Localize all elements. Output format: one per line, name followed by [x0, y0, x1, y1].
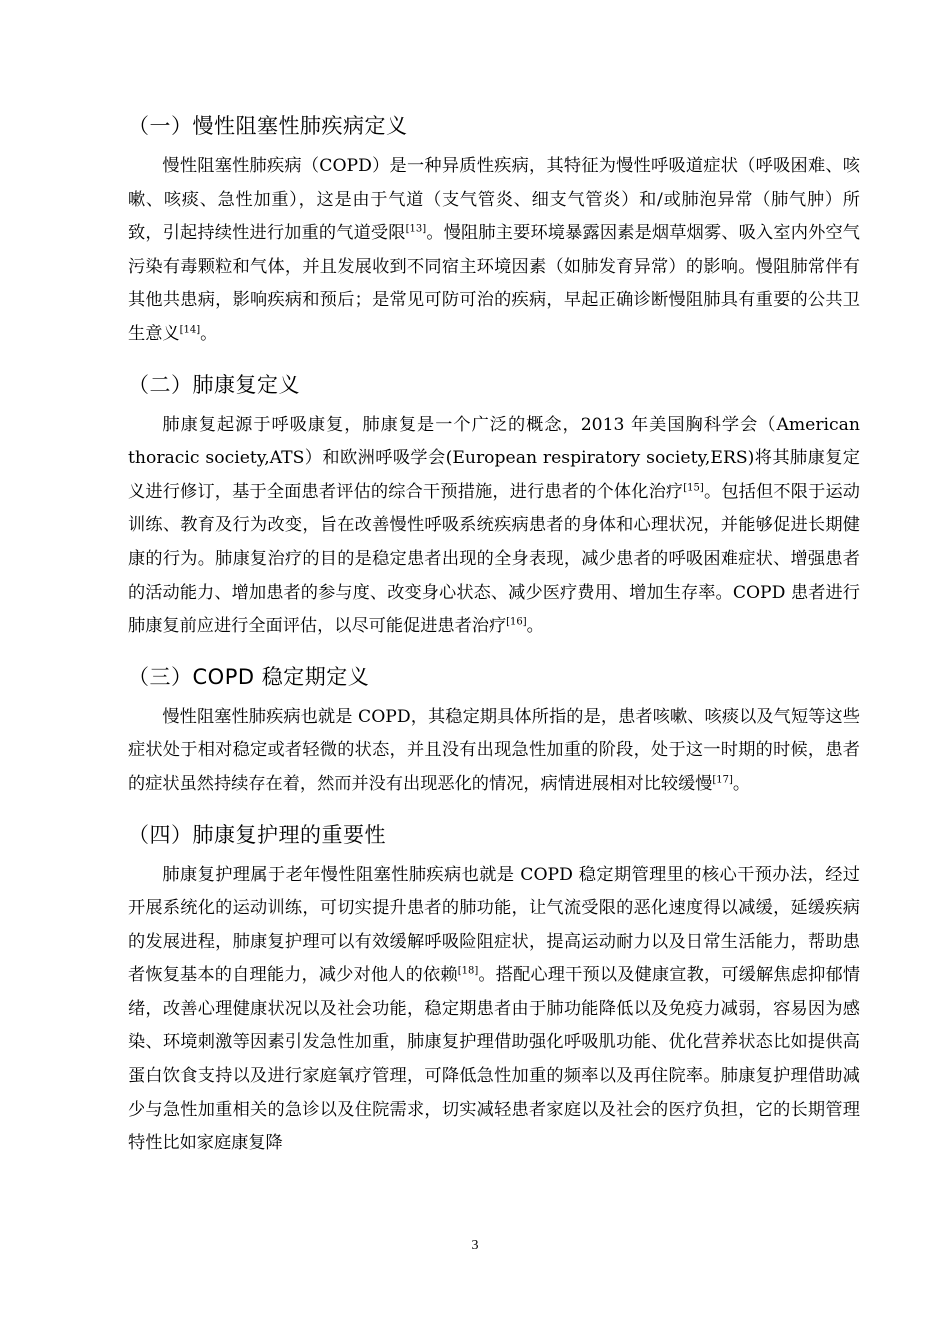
paragraph-text: 慢性阻塞性肺疾病（COPD）是一种异质性疾病，其特征为慢性呼吸道症状（呼吸困难、咳嗽、咳痰、急性加重），这是由于气道（支气管炎、细支气管炎）和/或肺泡异常（肺气肿）所致，引起持续性进行加重的气道受限	[128, 156, 860, 244]
paragraph-text: 。搭配心理干预以及健康宣教，可缓解焦虑抑郁情绪，改善心理健康状况以及社会功能，稳定期患者由于肺功能降低以及免疫力减弱，容易因为感染、环境刺激等因素引发急性加重，肺康复护理借助强化呼吸肌功能、优化营养状态比如提供高蛋白饮食支持以及进行家庭氧疗管理，可降低急性加重的频率以及再住院率。肺康复护理借助减少与急性加重相关的急诊以及住院需求，切实减轻患者家庭以及社会的医疗负担，它的长期管理特性比如家庭康复降	[128, 965, 860, 1154]
section-heading: （四）肺康复护理的重要性	[128, 822, 386, 847]
paragraph-text: 。包括但不限于运动训练、教育及行为改变，旨在改善慢性呼吸系统疾病患者的身体和心理状况，并能够促进长期健康的行为。肺康复治疗的目的是稳定患者出现的全身表现，减少患者的呼吸困难症状、增强患者的活动能力、增加患者的参与度、改变身心状态、减少医疗费用、增加生存率。COPD 患者进行肺康复前应进行全面评估，以尽可能促进患者治疗	[128, 481, 860, 637]
paragraph-text: 。	[732, 773, 751, 794]
citation-ref: [16]	[506, 616, 527, 628]
paragraph-text: 。慢阻肺主要环境暴露因素是烟草烟雾、吸入室内外空气污染有毒颗粒和气体，并且发展收到不同宿主环境因素（如肺发育异常）的影响。慢阻肺常伴有其他共患病，影响疾病和预后；是常见可防可治的疾病，早起正确诊断慢阻肺具有重要的公共卫生意义	[128, 223, 860, 344]
section-heading: （三）COPD 稳定期定义	[128, 664, 370, 689]
citation-ref: [18]	[457, 965, 479, 977]
paragraph-text: 。	[526, 616, 544, 637]
document-body	[128, 108, 860, 1161]
citation-ref: [15]	[683, 482, 704, 494]
section-heading: （一）慢性阻塞性肺疾病定义	[128, 114, 408, 138]
page-number: 3	[471, 1238, 479, 1253]
section-paragraph	[128, 701, 860, 802]
citation-ref: [13]	[405, 223, 427, 235]
paragraph-text: 。	[200, 323, 218, 344]
section-paragraph	[128, 409, 860, 644]
citation-ref: [14]	[179, 324, 201, 336]
section-paragraph	[128, 859, 860, 1161]
citation-ref: [17]	[712, 774, 733, 786]
paragraph-text: 肺康复起源于呼吸康复，肺康复是一个广泛的概念，2013 年美国胸科学会（American thoracic society,ATS）和欧洲呼吸学会(European respiratory society,ERS)将其肺康复定义进行修订，基于全面患者评估的综合干预措施，进行患者的个体化治疗	[128, 414, 860, 502]
section-heading: （二）肺康复定义	[128, 372, 300, 397]
paragraph-text: 慢性阻塞性肺疾病也就是 COPD，其稳定期具体所指的是，患者咳嗽、咳痰以及气短等这些症状处于相对稳定或者轻微的状态，并且没有出现急性加重的阶段，处于这一时期的时候，患者的症状虽然持续存在着，然而并没有出现恶化的情况，病情进展相对比较缓慢	[128, 706, 860, 794]
paragraph-text: 肺康复护理属于老年慢性阻塞性肺疾病也就是 COPD 稳定期管理里的核心干预办法，经过开展系统化的运动训练，可切实提升患者的肺功能，让气流受限的恶化速度得以减缓，延缓疾病的发展进程，肺康复护理可以有效缓解呼吸险阻症状，提高运动耐力以及日常生活能力，帮助患者恢复基本的自理能力，减少对他人的依赖	[128, 864, 860, 986]
section-paragraph	[128, 150, 860, 352]
